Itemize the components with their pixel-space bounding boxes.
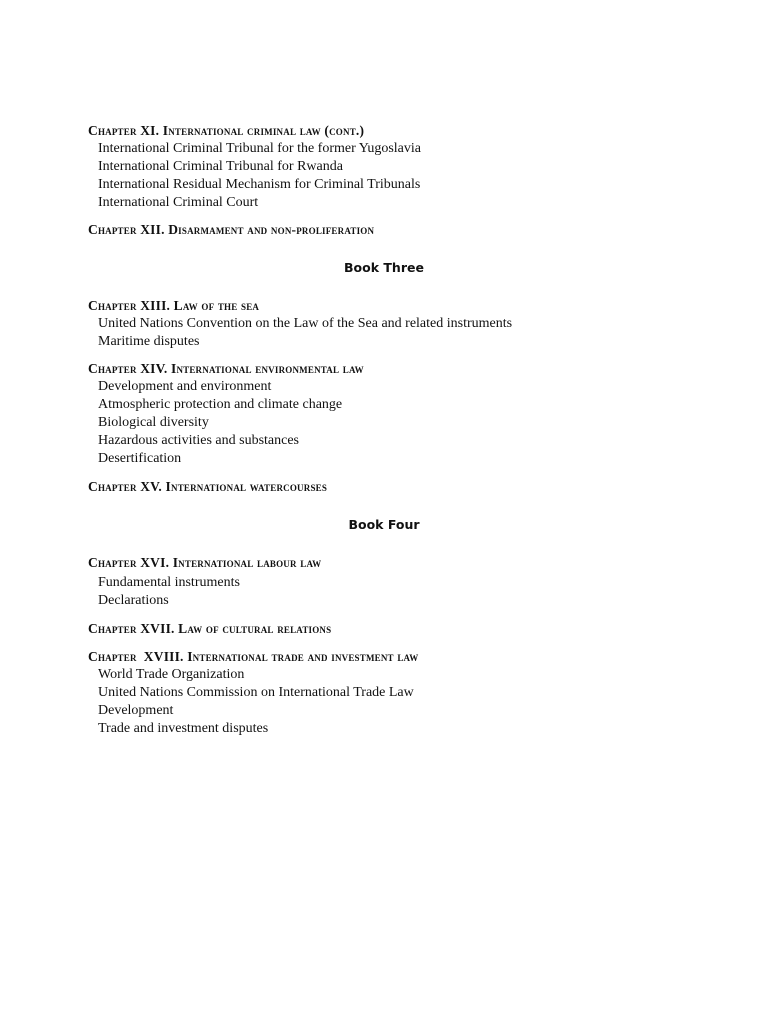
toc-entry[interactable]: Trade and investment disputes [98, 721, 269, 736]
toc-entry[interactable]: Hazardous activities and substances [98, 433, 299, 448]
toc-entry[interactable]: Atmospheric protection and climate change [98, 397, 343, 412]
chapter-heading[interactable]: Chapter XV. International watercourses [88, 479, 328, 494]
chapter-heading[interactable]: Chapter XI. International criminal law (cont.) [88, 123, 365, 138]
chapter-heading[interactable]: Chapter XVI. International labour law [88, 555, 322, 570]
chapter-heading[interactable]: Chapter XIV. International environmental law [88, 361, 364, 376]
book-heading: Book Four [348, 517, 420, 532]
table-of-contents [88, 122, 688, 738]
toc-entry[interactable]: International Residual Mechanism for Criminal Tribunals [98, 177, 421, 192]
toc-entry[interactable]: Development [98, 703, 174, 718]
toc-entry[interactable]: Desertification [98, 451, 182, 466]
toc-entry[interactable]: International Criminal Tribunal for the former Yugoslavia [98, 141, 421, 156]
chapter-heading[interactable]: Chapter XVII. Law of cultural relations [88, 621, 332, 636]
toc-entry[interactable]: United Nations Commission on International Trade Law [98, 685, 414, 700]
toc-entry[interactable]: Fundamental instruments [98, 575, 240, 590]
toc-entry[interactable]: International Criminal Tribunal for Rwanda [98, 159, 343, 174]
toc-entry[interactable]: Declarations [98, 593, 169, 608]
chapter-heading[interactable]: Chapter XVIII. International trade and investment law [88, 649, 419, 664]
toc-entry[interactable]: Biological diversity [98, 415, 209, 430]
toc-entry[interactable]: International Criminal Court [98, 195, 259, 210]
chapter-heading[interactable]: Chapter XIII. Law of the sea [88, 298, 260, 313]
toc-entry[interactable]: United Nations Convention on the Law of the Sea and related instruments [98, 316, 513, 331]
toc-entry[interactable]: Development and environment [98, 379, 272, 394]
chapter-heading[interactable]: Chapter XII. Disarmament and non-proliferation [88, 222, 375, 237]
toc-entry[interactable]: World Trade Organization [98, 667, 245, 682]
toc-entry[interactable]: Maritime disputes [98, 334, 200, 349]
book-heading: Book Three [344, 260, 424, 275]
